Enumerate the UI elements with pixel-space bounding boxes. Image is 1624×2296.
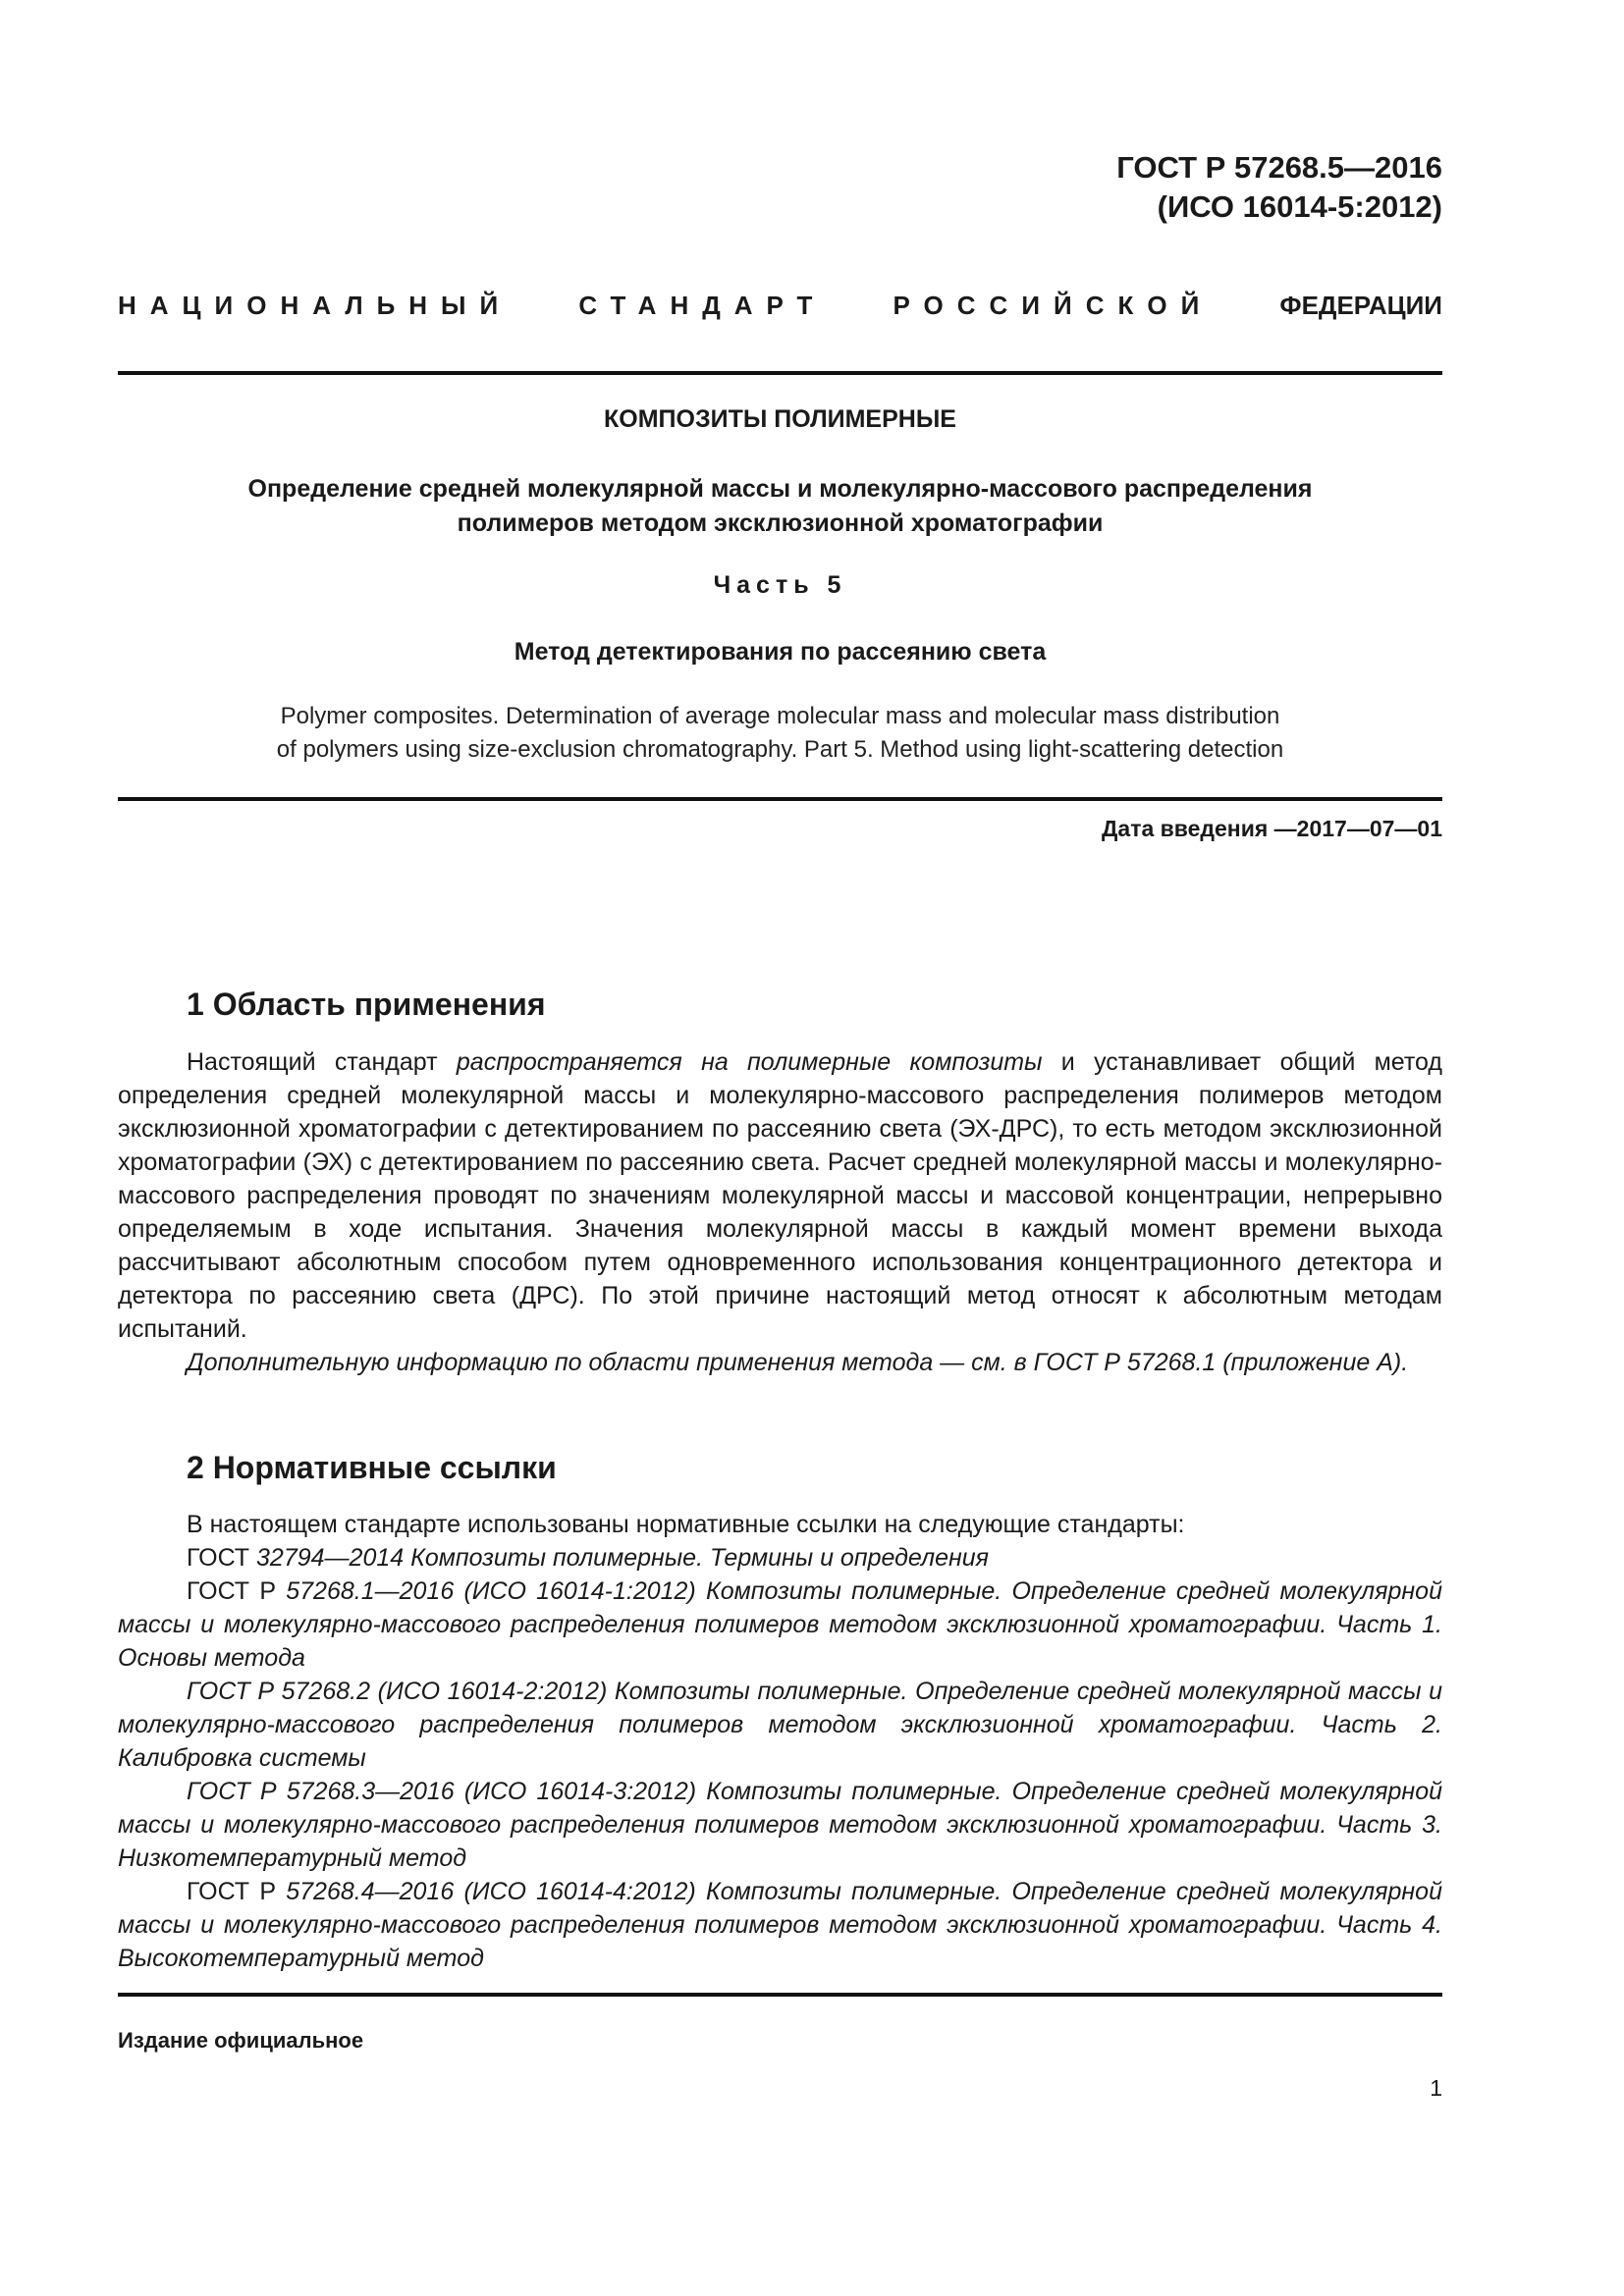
reference-text: 32794—2014 Композиты полимерные. Термины и определения	[256, 1544, 990, 1572]
introduction-date: Дата введения —2017—07—01	[1102, 816, 1442, 841]
scope-note: Дополнительную информацию по области применения метода — см. в ГОСТ Р 57268.1 (приложение А).	[187, 1349, 1409, 1376]
banner-word: НАЦИОНАЛЬНЫЙ	[118, 291, 513, 320]
english-line: Polymer composites. Determination of average molecular mass and molecular mass distribution	[280, 703, 1280, 729]
reference-item	[118, 1875, 1442, 1975]
subtitle-line: Определение средней молекулярной массы и молекулярно-массового распределения	[247, 475, 1313, 503]
document-subtitle	[118, 472, 1442, 541]
official-edition-label: Издание официальное	[118, 2028, 364, 2053]
footer-rule	[118, 1993, 1442, 1997]
section-2-heading: 2 Нормативные ссылки	[187, 1450, 557, 1485]
reference-item: ГОСТ Р 57268.3—2016 (ИСО 16014-3:2012) Композиты полимерные. Определение средней молекулярной массы и молекулярно-массового распределения полимеров методом эксклюзионной хроматографии. Часть 3. Низкотемпературный метод	[118, 1778, 1442, 1872]
iso-code: (ИСО 16014-5:2012)	[1157, 189, 1442, 224]
reference-text: 57268.4—2016 (ИСО 16014-4:2012) Композиты полимерные. Определение средней молекулярной массы и молекулярно-массового распределения полимеров методом эксклюзионной хроматографии. Часть 4. Высокотемпературный метод	[118, 1878, 1442, 1972]
banner-word: РОССИЙСКОЙ	[893, 291, 1214, 320]
reference-item: ГОСТ Р 57268.2 (ИСО 16014-2:2012) Композиты полимерные. Определение средней молекулярной массы и молекулярно-массового распределения полимеров методом эксклюзионной хроматографии. Часть 2. Калибровка системы	[118, 1678, 1442, 1772]
page-number: 1	[1430, 2075, 1442, 2101]
national-standard-banner	[118, 291, 1442, 321]
reference-item	[118, 1541, 1442, 1575]
scope-paragraph	[118, 1045, 1442, 1346]
scope-text: и устанавливает общий метод определения средней молекулярной массы и молекулярно-массового распределения полимеров методом эксклюзионной хроматографии с детектированием по рассеянию света (ЭХ-ДРС), то есть методом эксклюзионной хроматографии (ЭХ) с детектированием по рассеянию света. Расчет средней молекулярной массы и молекулярно-массового распределения проводят по значениям молекулярной массы и массовой концентрации, непрерывно определяемым в ходе испытания. Значения молекулярной массы в каждый момент времени выхода рассчитывают абсолютным способом путем одновременного использования концентрационного детектора и детектора по рассеянию света (ДРС). По этой причине настоящий метод относят к абсолютным методам испытаний.	[118, 1048, 1442, 1343]
reference-prefix: ГОСТ Р	[187, 1577, 287, 1605]
section-1-heading: 1 Область применения	[187, 987, 546, 1022]
standard-code: ГОСТ Р 57268.5—2016	[1116, 150, 1442, 185]
reference-prefix: ГОСТ Р	[187, 1878, 287, 1905]
banner-word: СТАНДАРТ	[578, 291, 827, 320]
document-title: КОМПОЗИТЫ ПОЛИМЕРНЫЕ	[604, 405, 956, 433]
top-rule	[118, 371, 1442, 375]
reference-text: 57268.1—2016 (ИСО 16014-1:2012) Композиты полимерные. Определение средней молекулярной массы и молекулярно-массового распределения полимеров методом эксклюзионной хроматографии. Часть 1. Основы метода	[118, 1577, 1442, 1672]
subtitle-line: полимеров методом эксклюзионной хроматографии	[457, 509, 1104, 537]
english-title	[118, 700, 1442, 767]
references-intro: В настоящем стандарте использованы нормативные ссылки на следующие стандарты:	[187, 1511, 1185, 1538]
method-title: Метод детектирования по рассеянию света	[514, 638, 1047, 666]
reference-prefix: ГОСТ	[187, 1544, 257, 1572]
reference-item	[118, 1575, 1442, 1675]
scope-text: Настоящий стандарт	[187, 1048, 457, 1076]
title-bottom-rule	[118, 797, 1442, 801]
part-label: Часть 5	[713, 571, 847, 599]
banner-word: ФЕДЕРАЦИИ	[1279, 291, 1442, 320]
scope-italic-text: распространяется на полимерные композиты	[456, 1048, 1043, 1076]
english-line: of polymers using size-exclusion chromatography. Part 5. Method using light-scattering detection	[276, 736, 1284, 763]
